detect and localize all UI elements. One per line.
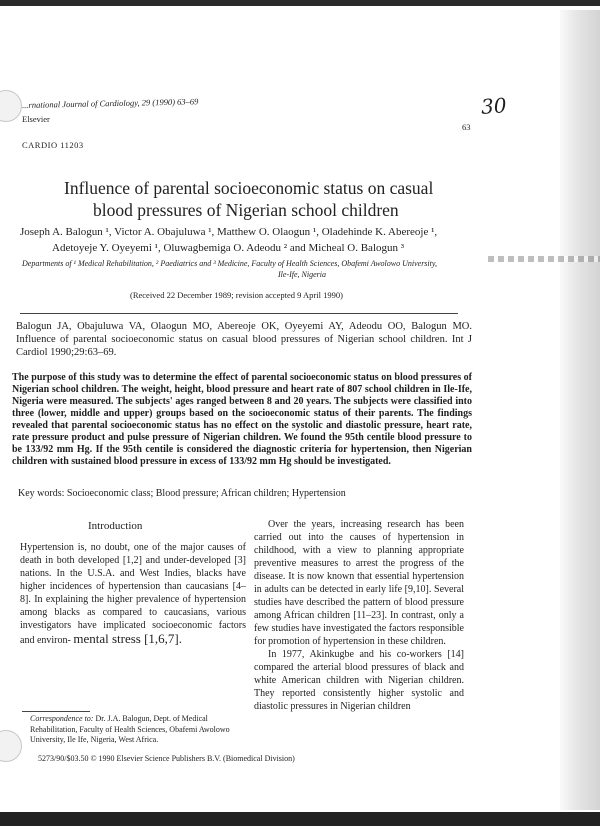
journal-reference: ...rnational Journal of Cardiology, 29 (1990) 63–69 (22, 96, 199, 110)
scan-streak (488, 256, 600, 262)
body-column-left (20, 541, 246, 647)
author-list-line-2: Adetoyeje Y. Oyeyemi ¹, Oluwagbemiga O. Adeodu ² and Micheal O. Balogun ³ (52, 242, 405, 254)
intro-paragraph-3: In 1977, Akinkugbe and his co-workers [14] compared the arterial blood pressures of black and white American children with Nigerian children. They reported consistently higher systolic and diastolic pressures in Nigerian children (254, 649, 464, 712)
intro-paragraph-2: Over the years, increasing research has been carried out into the causes of hypertension in childhood, with a view to planning appropriate preventive measures to arrest the progress of the disease. It is now known that essential hypertension in adults can be detected in early life [9,10]. Several studies have described the pattern of blood pressure among African children [11–23]. In contrast, only a few studies have investigated the factors responsible for promotion of hypertension in these children. (254, 519, 464, 647)
page-number: 63 (462, 122, 471, 132)
publisher-name: Elsevier (22, 114, 50, 124)
footnote-label: Correspondence to: (30, 714, 94, 723)
received-dates: (Received 22 December 1989; revision accepted 9 April 1990) (130, 290, 343, 300)
affiliations-line-1: Departments of ¹ Medical Rehabilitation, ² Paediatrics and ³ Medicine, Faculty of Health Sciences, Obafemi Awolowo University, (22, 259, 437, 268)
body-column-right (254, 518, 464, 713)
scan-edge-right (560, 10, 600, 810)
section-heading-introduction: Introduction (88, 520, 143, 532)
citation-block: Balogun JA, Obajuluwa VA, Olaogun MO, Abereoje OK, Oyeyemi AY, Adeodu OO, Balogun MO. Influence of parental socioeconomic status on casual blood pressures of Nigerian school children. Int J Cardiol 1990;29:63–69. (16, 321, 472, 358)
author-list-line-1: Joseph A. Balogun ¹, Victor A. Obajuluwa ¹, Matthew O. Olaogun ¹, Oladehinde K. Abereoje ¹, (20, 226, 438, 238)
correspondence-footnote (30, 714, 252, 746)
issn-copyright-line: 5273/90/$03.50 © 1990 Elsevier Science Publishers B.V. (Biomedical Division) (38, 754, 295, 763)
footnote-text: Dr. J.A. Balogun, Dept. of Medical Rehabilitation, Faculty of Health Sciences, Obafemi Awolowo University, Ile Ife, Nigeria, West Africa. (30, 714, 230, 744)
footnote-divider (22, 711, 90, 712)
article-title-line-1: Influence of parental socioeconomic status on casual (64, 178, 434, 198)
scan-border-bottom (0, 812, 600, 826)
intro-paragraph-1-tail: mental stress [1,6,7]. (73, 631, 182, 646)
punch-hole-bottom (0, 730, 22, 762)
affiliations-line-2: Ile-Ife, Nigeria (278, 270, 326, 279)
article-title-line-2: blood pressures of Nigerian school children (93, 200, 399, 220)
article-code: CARDIO 11203 (22, 140, 84, 150)
scan-border-top (0, 0, 600, 6)
abstract: The purpose of this study was to determine the effect of parental socioeconomic status on blood pressures of Nigerian school children. The weight, height, blood pressure and heart rate of 807 school children in Ile-Ife, Nigeria were measured. The subjects' ages ranged between 8 and 20 years. The subjects were classified into three (lower, middle and upper) groups based on the socioeconomic status of their parents. The findings revealed that parental socioeconomic status has no effect on the systolic and diastolic pressure, heart rate, rate pressure product and pulse pressure of Nigerian children. We found the 95th centile blood pressure to be 133/92 mm Hg. If the 95th centile is considered the diagnostic criteria for hypertension, then Nigerian children with sustained blood pressure in excess of 133/92 mm Hg should be investigated. (12, 372, 472, 467)
punch-hole-top (0, 90, 22, 122)
keywords: Key words: Socioeconomic class; Blood pressure; African children; Hypertension (18, 488, 346, 499)
handwritten-number: 30 (480, 93, 508, 119)
header-divider (20, 313, 458, 314)
intro-paragraph-1: Hypertension is, no doubt, one of the major causes of death in both developed [1,2] and under-developed [3] nations. In the U.S.A. and West Indies, blacks have higher incidences of hypertension than caucasians [4–8]. In explaining the higher prevalence of hypertension among blacks as compared to caucasians, various investigators have implicated socioeconomic factors and environ- (20, 542, 246, 646)
